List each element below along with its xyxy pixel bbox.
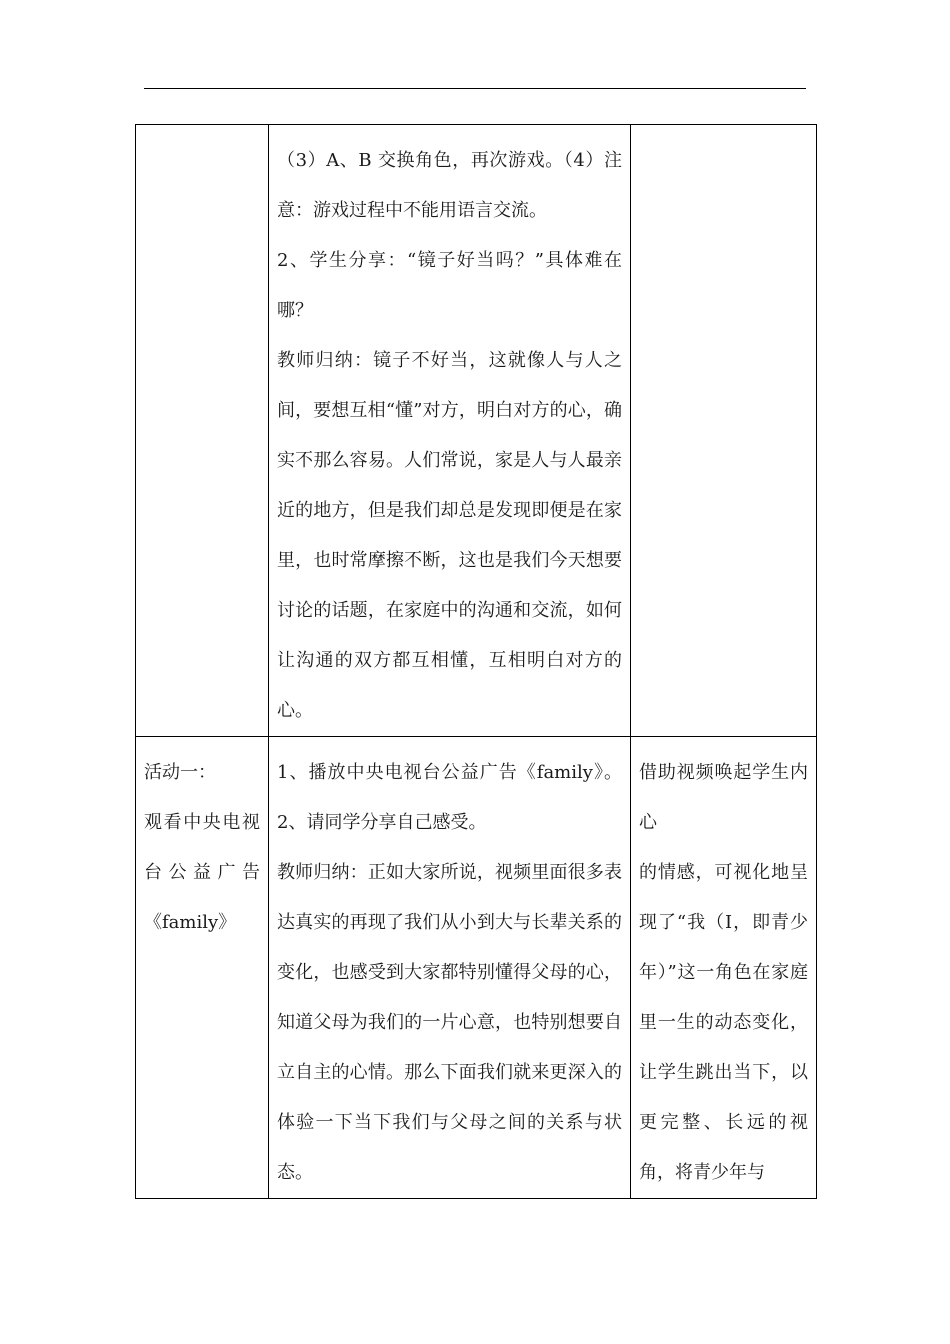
header-rule — [144, 88, 806, 89]
content-paragraph: 教师归纳：镜子不好当，这就像人与人之间，要想互相“懂”对方，明白对方的心，确实不那么容易。人们常说，家是人与人最亲近的地方，但是我们却总是发现即便是在家里，也时常摩擦不断，这也是我们今天想要讨论的话题，在家庭中的沟通和交流，如何让沟通的双方都互相懂，互相明白对方的心。 — [277, 350, 622, 721]
content-paragraph: （3）A、B 交换角色，再次游戏。（4）注意：游戏过程中不能用语言交流。 — [277, 150, 622, 221]
design-intent-cell — [631, 125, 817, 737]
content-paragraph: 教师归纳：正如大家所说，视频里面很多表达真实的再现了我们从小到大与长辈关系的变化，也感受到大家都特别懂得父母的心，知道父母为我们的一片心意，也特别想要自立自主的心情。那么下面我们就来更深入的体验一下当下我们与父母之间的关系与状态。 — [277, 862, 622, 1183]
lesson-plan-table — [135, 124, 817, 1199]
content-paragraph: 1、播放中央电视台公益广告《family》。2、请同学分享自己感受。 — [277, 762, 622, 833]
activity-cell — [136, 125, 269, 737]
activity-title: 活动一： — [144, 762, 216, 783]
design-intent-cell — [631, 737, 817, 1199]
content-cell — [269, 125, 631, 737]
content-paragraph: 2、学生分享：“镜子好当吗？”具体难在哪？ — [277, 250, 622, 321]
table-row — [136, 737, 817, 1199]
content-cell — [269, 737, 631, 1199]
design-intent-text: 借助视频唤起学生内心 — [639, 762, 808, 833]
activity-cell — [136, 737, 269, 1199]
activity-description: 观看中央电视台公益广告《family》 — [144, 812, 260, 933]
table-row — [136, 125, 817, 737]
design-intent-text: 的情感，可视化地呈现了“我（I，即青少年）”这一角色在家庭里一生的动态变化，让学生跳出当下，以更完整、长远的视角，将青少年与 — [639, 862, 808, 1183]
